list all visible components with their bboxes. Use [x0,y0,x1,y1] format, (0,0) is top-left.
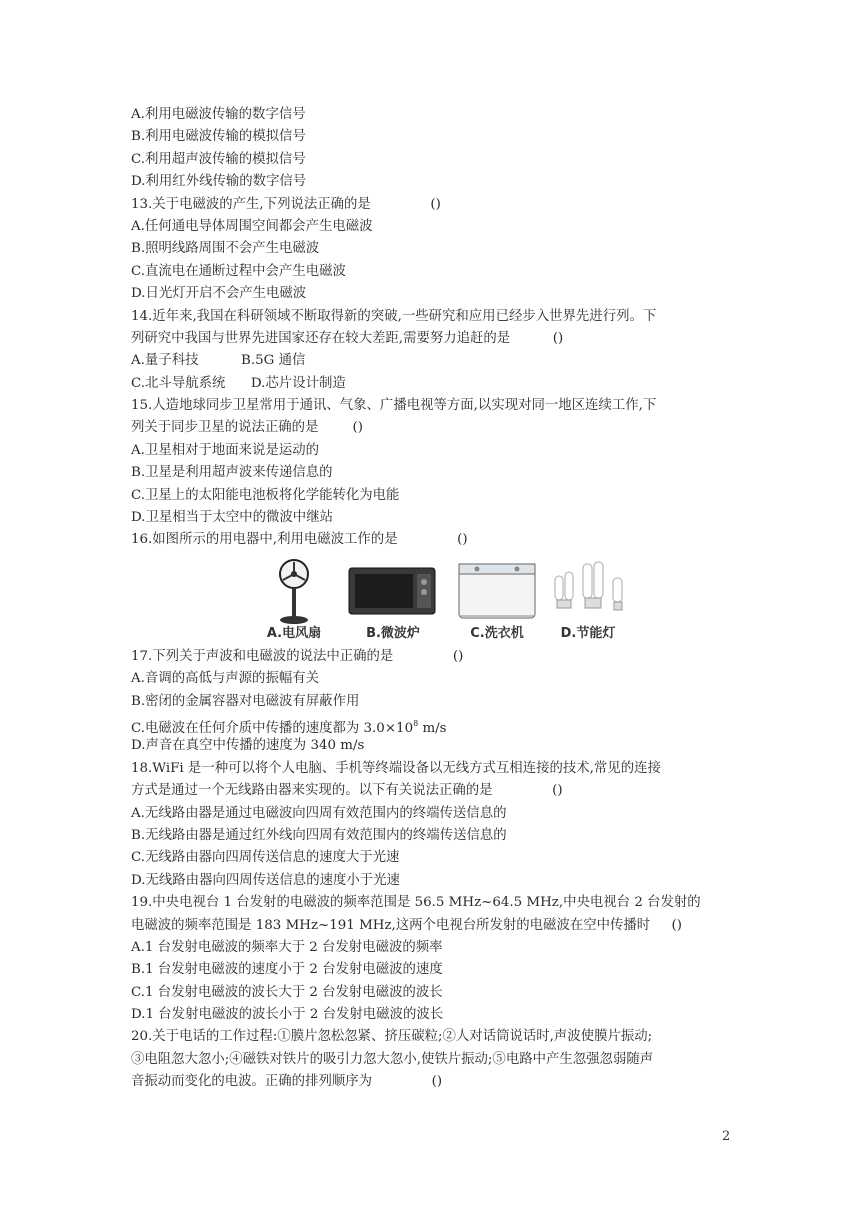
text-line: B.密闭的金属容器对电磁波有屏蔽作用 [131,693,360,709]
text-line: 列关于同步卫星的说法正确的是 () [131,420,363,436]
page-number: 2 [722,1129,731,1144]
figure-caption: D.节能灯 [560,626,616,642]
electric-fan-icon [249,558,339,628]
text-line: C.卫星上的太阳能电池板将化学能转化为电能 [131,487,400,503]
top-lines [131,104,741,552]
text-line: C.直流电在通断过程中会产生电磁波 [131,263,346,279]
bottom-lines [131,646,741,1094]
text-line: B.无线路由器是通过红外线向四周有效范围内的终端传送信息的 [131,827,507,843]
text-line: B.1 台发射电磁波的速度小于 2 台发射电磁波的速度 [131,962,443,978]
lamp-figure [533,558,643,646]
unit-text: m/s [418,720,447,736]
text-line: ③电阻忽大忽小;④磁铁对铁片的吸引力忽大忽小,使铁片振动;⑤电路中产生忽强忽弱随声 [131,1051,654,1067]
text-line: C.北斗导航系统 D.芯片设计制造 [131,375,346,391]
text-line: 18.WiFi 是一种可以将个人电脑、手机等终端设备以无线方式互相连接的技术,常见的连接 [131,760,661,776]
text-line-with-exponent [131,713,741,735]
text-line: D.利用红外线传输的数字信号 [131,174,307,190]
text-line: 列研究中我国与世界先进国家还存在较大差距,需要努力追赶的是 () [131,330,564,346]
text-line: A.1 台发射电磁波的频率大于 2 台发射电磁波的频率 [131,939,443,955]
text-line: 20.关于电话的工作过程:①膜片忽松忽紧、挤压碳粒;②人对话筒说话时,声波使膜片振动; [131,1029,653,1045]
figure-caption: B.微波炉 [366,626,420,642]
text-line: A.量子科技 B.5G 通信 [131,353,306,369]
text-line: 方式是通过一个无线路由器来实现的。以下有关说法正确的是 () [131,783,563,799]
appliance-figure [131,558,741,646]
microwave-oven-icon [343,558,443,628]
text-line: B.卫星是利用超声波来传递信息的 [131,465,333,481]
energy-saving-lamp-icon [533,558,643,628]
text-line: 14.近年来,我国在科研领域不断取得新的突破,一些研究和应用已经步入世界先进行列。下 [131,308,657,324]
text-line: A.卫星相对于地面来说是运动的 [131,442,320,458]
exponent: 8 [413,718,419,728]
text-line: 19.中央电视台 1 台发射的电磁波的频率范围是 56.5 MHz~64.5 MHz,中央电视台 2 台发射的 [131,895,701,911]
microwave-figure [343,558,443,646]
text-line: C.利用超声波传输的模拟信号 [131,151,306,167]
text-line: A.音调的高低与声源的振幅有关 [131,671,320,687]
fan-figure [249,558,339,646]
figure-caption: A.电风扇 [266,626,322,642]
text-line: 音振动而变化的电波。正确的排列顺序为 () [131,1074,443,1090]
text-line: B.照明线路周围不会产生电磁波 [131,241,320,257]
text-line: D.声音在真空中传播的速度为 340 m/s [131,738,365,754]
text-line: A.无线路由器是通过电磁波向四周有效范围内的终端传送信息的 [131,805,507,821]
text-line: B.利用电磁波传输的模拟信号 [131,129,306,145]
text-segment: C.电磁波在任何介质中传播的速度都为 3.0×10 [131,720,414,736]
text-line: A.利用电磁波传输的数字信号 [131,107,306,122]
text-line: D.日光灯开启不会产生电磁波 [131,286,307,302]
text-line: D.卫星相当于太空中的微波中继站 [131,510,333,526]
text-line: A.任何通电导体周围空间都会产生电磁波 [131,218,373,234]
text-line: 15.人造地球同步卫星常用于通讯、气象、广播电视等方面,以实现对同一地区连续工作,下 [131,398,657,414]
text-line: 13.关于电磁波的产生,下列说法正确的是 () [131,196,441,212]
text-line: 16.如图所示的用电器中,利用电磁波工作的是 () [131,532,468,548]
washing-machine-icon [447,558,547,628]
figure-caption: C.洗衣机 [470,626,524,642]
text-line: D.无线路由器向四周传送信息的速度小于光速 [131,872,400,888]
text-line: C.无线路由器向四周传送信息的速度大于光速 [131,850,400,866]
text-line: 电磁波的频率范围是 183 MHz~191 MHz,这两个电视台所发射的电磁波在空中传播时 () [131,917,682,933]
text-line: 17.下列关于声波和电磁波的说法中正确的是 () [131,648,464,664]
text-line: D.1 台发射电磁波的波长小于 2 台发射电磁波的波长 [131,1007,444,1023]
text-line: C.1 台发射电磁波的波长大于 2 台发射电磁波的波长 [131,984,443,1000]
question-content [131,104,741,1094]
washer-figure [447,558,547,646]
